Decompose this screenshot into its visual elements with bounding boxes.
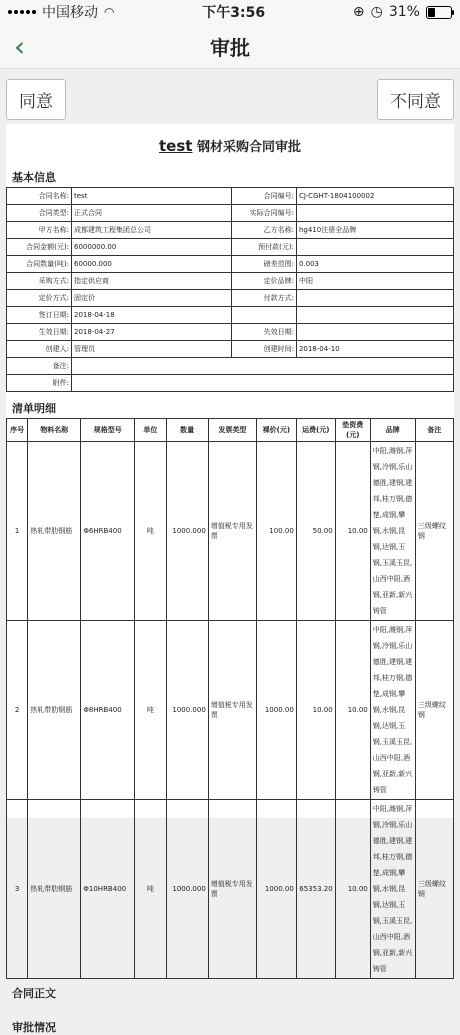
cell-unit: 吨 bbox=[135, 442, 166, 621]
column-header: 品牌 bbox=[370, 419, 415, 442]
info-label: 合同数量(吨): bbox=[7, 256, 72, 273]
info-label: 创建时间: bbox=[231, 341, 296, 358]
info-value bbox=[296, 205, 453, 222]
info-row bbox=[7, 290, 454, 307]
cell-brand: 中阳,潍钢,萍钢,冷钢,乐山德胜,建钢,建邦,桂万钢,德楚,成钢,攀钢,水钢,昆钢,达钢,玉钢,玉溪玉昆,山西中阳,酒钢,亚新,新兴铸管 bbox=[370, 800, 415, 979]
info-label: 实际合同编号: bbox=[231, 205, 296, 222]
cell-freight: 65353.20 bbox=[296, 800, 335, 979]
info-value bbox=[296, 239, 453, 256]
info-row bbox=[7, 307, 454, 324]
column-header: 垫资费(元) bbox=[335, 419, 370, 442]
cell-spec: Φ6HRB400 bbox=[81, 442, 135, 621]
info-value bbox=[296, 324, 453, 341]
agree-button[interactable]: 同意 bbox=[6, 79, 66, 120]
cell-invoice: 增值税专用发票 bbox=[208, 800, 256, 979]
approval-heading: 审批情况 bbox=[12, 1021, 56, 1034]
page-title: 审批 bbox=[210, 35, 250, 60]
nav-bar bbox=[0, 24, 460, 69]
info-value: 成都建筑工程集团总公司 bbox=[72, 222, 232, 239]
battery-icon bbox=[426, 6, 452, 19]
info-row bbox=[7, 205, 454, 222]
cell-price: 100.00 bbox=[256, 442, 296, 621]
info-row bbox=[7, 256, 454, 273]
column-header: 备注 bbox=[415, 419, 453, 442]
lock-rotation-icon: ⊕ bbox=[352, 4, 365, 20]
cell-freight: 10.00 bbox=[296, 621, 335, 800]
info-value bbox=[296, 290, 453, 307]
action-toolbar bbox=[0, 69, 460, 129]
signal-icon bbox=[8, 10, 36, 14]
cell-price: 1000.00 bbox=[256, 621, 296, 800]
wifi-icon: ◠ bbox=[104, 5, 115, 19]
cell-fund: 10.00 bbox=[335, 621, 370, 800]
info-value: hg410注册全品牌 bbox=[296, 222, 453, 239]
info-value: 中阳 bbox=[296, 273, 453, 290]
info-row bbox=[7, 324, 454, 341]
info-value: test bbox=[72, 188, 232, 205]
disagree-button[interactable]: 不同意 bbox=[377, 79, 454, 120]
info-row bbox=[7, 375, 454, 392]
info-label: 失效日期: bbox=[231, 324, 296, 341]
cell-fund: 10.00 bbox=[335, 800, 370, 979]
info-value: 正式合同 bbox=[72, 205, 232, 222]
column-header: 裸价(元) bbox=[256, 419, 296, 442]
info-label: 合同金额(元): bbox=[7, 239, 72, 256]
cell-fund: 10.00 bbox=[335, 442, 370, 621]
info-value bbox=[296, 307, 453, 324]
cell-name: 热轧带肋钢筋 bbox=[28, 800, 81, 979]
cell-qty: 1000.000 bbox=[166, 442, 208, 621]
cell-brand: 中阳,潍钢,萍钢,冷钢,乐山德胜,建钢,建邦,桂万钢,德楚,成钢,攀钢,水钢,昆钢,达钢,玉钢,玉溪玉昆,山西中阳,酒钢,亚新,新兴铸管 bbox=[370, 442, 415, 621]
column-header: 序号 bbox=[7, 419, 28, 442]
info-label: 乙方名称: bbox=[231, 222, 296, 239]
cell-invoice: 增值税专用发票 bbox=[208, 442, 256, 621]
cell-note: 三级螺纹钢 bbox=[415, 621, 453, 800]
info-label: 创建人: bbox=[7, 341, 72, 358]
cell-qty: 1000.000 bbox=[166, 800, 208, 979]
document-title-prefix: test bbox=[159, 137, 193, 155]
cell-unit: 吨 bbox=[135, 800, 166, 979]
items-heading: 清单明细 bbox=[12, 402, 56, 415]
info-label: 定价方式: bbox=[7, 290, 72, 307]
cell-spec: Φ10HRB400 bbox=[81, 800, 135, 979]
column-header: 单位 bbox=[135, 419, 166, 442]
column-header: 数量 bbox=[166, 419, 208, 442]
info-value: 60000.000 bbox=[72, 256, 232, 273]
table-row bbox=[7, 800, 454, 979]
info-label: 付款方式: bbox=[231, 290, 296, 307]
info-label: 生效日期: bbox=[7, 324, 72, 341]
basic-info-heading: 基本信息 bbox=[12, 171, 56, 184]
back-icon[interactable]: ‹ bbox=[14, 30, 26, 63]
document-content[interactable] bbox=[6, 124, 454, 1034]
cell-note: 三级螺纹钢 bbox=[415, 800, 453, 979]
info-label bbox=[231, 307, 296, 324]
basic-info-table bbox=[6, 187, 454, 392]
cell-spec: Φ8HRB400 bbox=[81, 621, 135, 800]
info-label: 合同名称: bbox=[7, 188, 72, 205]
info-value: 0.003 bbox=[296, 256, 453, 273]
info-row bbox=[7, 239, 454, 256]
info-value: 6000000.00 bbox=[72, 239, 232, 256]
info-value: CJ-CGHT-1804100002 bbox=[296, 188, 453, 205]
clock: 下午3:56 bbox=[202, 5, 266, 21]
cell-no: 2 bbox=[7, 621, 28, 800]
cell-brand: 中阳,潍钢,萍钢,冷钢,乐山德胜,建钢,建邦,桂万钢,德楚,成钢,攀钢,水钢,昆钢,达钢,玉钢,玉溪玉昆,山西中阳,酒钢,亚新,新兴铸管 bbox=[370, 621, 415, 800]
info-value bbox=[72, 375, 454, 392]
document-title-suffix: 钢材采购合同审批 bbox=[192, 140, 301, 155]
info-label: 定价品牌: bbox=[231, 273, 296, 290]
items-table bbox=[6, 418, 454, 979]
cell-no: 1 bbox=[7, 442, 28, 621]
info-value: 2018-04-18 bbox=[72, 307, 232, 324]
info-label: 附件: bbox=[7, 375, 72, 392]
info-row bbox=[7, 341, 454, 358]
info-value: 管理员 bbox=[72, 341, 232, 358]
info-value: 2018-04-10 bbox=[296, 341, 453, 358]
info-label: 甲方名称: bbox=[7, 222, 72, 239]
cell-qty: 1000.000 bbox=[166, 621, 208, 800]
info-row bbox=[7, 222, 454, 239]
divider bbox=[6, 1009, 454, 1015]
carrier: 中国移动 bbox=[42, 5, 98, 21]
alarm-icon: ◷ bbox=[370, 4, 383, 20]
info-value: 固定价 bbox=[72, 290, 232, 307]
info-value bbox=[72, 358, 454, 375]
info-label: 备注: bbox=[7, 358, 72, 375]
table-row bbox=[7, 442, 454, 621]
info-label: 预付款(元): bbox=[231, 239, 296, 256]
info-label: 磅差范围: bbox=[231, 256, 296, 273]
info-row bbox=[7, 358, 454, 375]
info-label: 签订日期: bbox=[7, 307, 72, 324]
battery-percent: 31% bbox=[388, 4, 420, 20]
cell-no: 3 bbox=[7, 800, 28, 979]
status-bar bbox=[0, 0, 460, 24]
column-header: 规格型号 bbox=[81, 419, 135, 442]
info-label: 采购方式: bbox=[7, 273, 72, 290]
info-value: 指定供应商 bbox=[72, 273, 232, 290]
cell-note: 三级螺纹钢 bbox=[415, 442, 453, 621]
info-label: 合同编号: bbox=[231, 188, 296, 205]
table-row bbox=[7, 621, 454, 800]
cell-name: 热轧带肋钢筋 bbox=[28, 621, 81, 800]
cell-name: 热轧带肋钢筋 bbox=[28, 442, 81, 621]
info-row bbox=[7, 188, 454, 205]
cell-unit: 吨 bbox=[135, 621, 166, 800]
info-label: 合同类型: bbox=[7, 205, 72, 222]
column-header: 发票类型 bbox=[208, 419, 256, 442]
info-value: 2018-04-27 bbox=[72, 324, 232, 341]
cell-freight: 50.00 bbox=[296, 442, 335, 621]
cell-invoice: 增值税专用发票 bbox=[208, 621, 256, 800]
column-header: 运费(元) bbox=[296, 419, 335, 442]
column-header: 物料名称 bbox=[28, 419, 81, 442]
contract-text-heading[interactable]: 合同正文 bbox=[12, 987, 56, 1000]
info-row bbox=[7, 273, 454, 290]
cell-price: 1000.00 bbox=[256, 800, 296, 979]
document-title bbox=[6, 136, 454, 155]
